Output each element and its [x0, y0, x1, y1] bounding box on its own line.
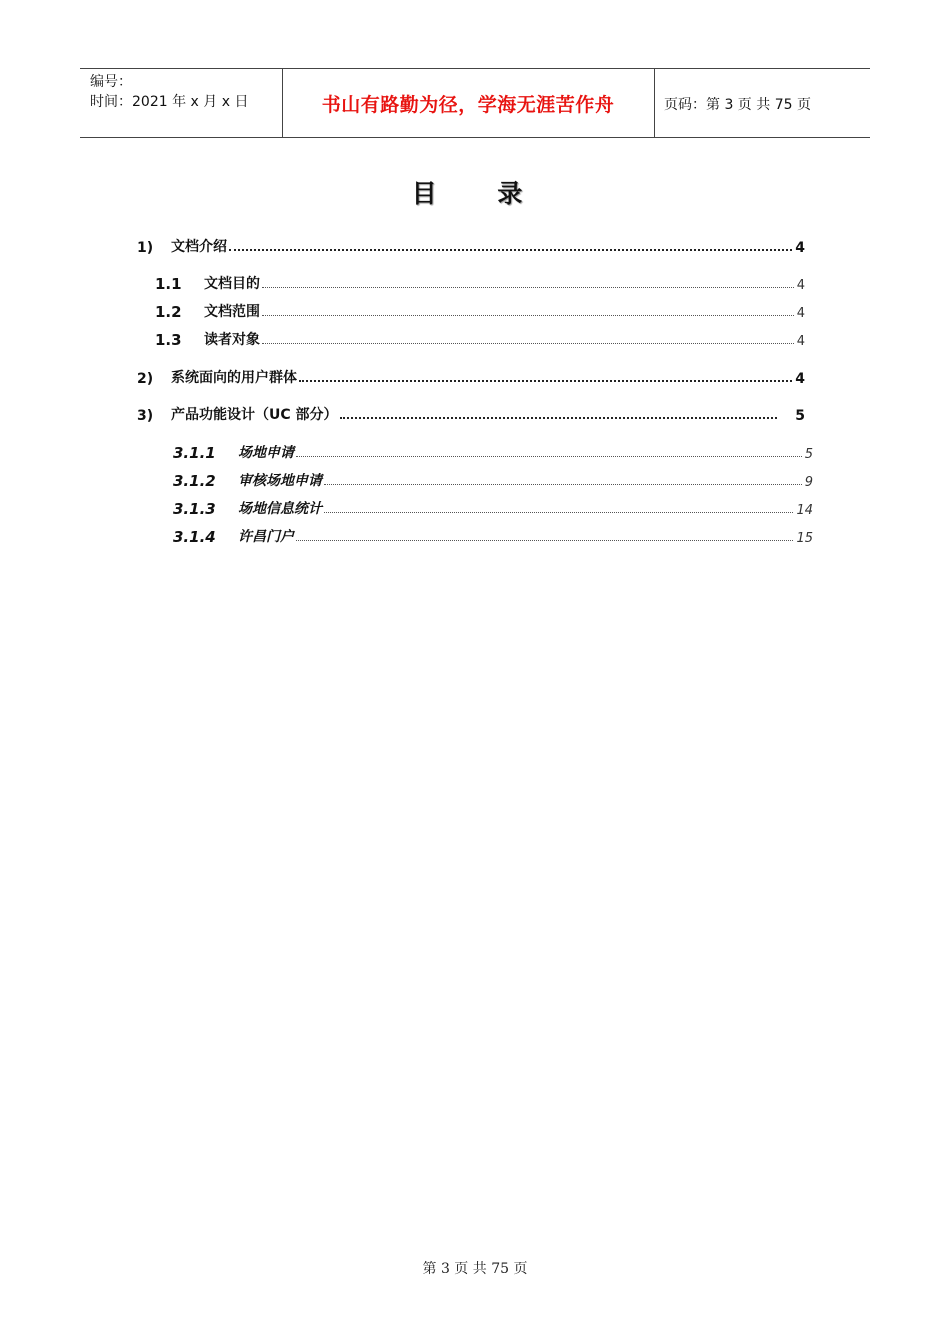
- toc-entry-number: 3): [137, 408, 154, 424]
- toc-entry[interactable]: [155, 297, 805, 321]
- toc-entry[interactable]: [155, 325, 805, 349]
- toc-leader-dots: [262, 343, 794, 344]
- toc-entry-text: 读者对象: [204, 332, 260, 348]
- toc-entry-text: 文档范围: [204, 304, 260, 320]
- header-page-cell: [654, 69, 870, 137]
- toc-leader-dots: [340, 417, 778, 419]
- toc-entry-text: 场地申请: [238, 445, 294, 461]
- toc-entry-page: 4: [796, 306, 805, 321]
- document-date-label: 时间：2021 年 x 月 x 日: [90, 94, 249, 110]
- toc-entry-text: 审核场地申请: [238, 473, 322, 489]
- toc-entry-number: 1.2: [155, 303, 182, 321]
- toc-entry-page: 14: [796, 503, 813, 518]
- toc-entry[interactable]: [137, 232, 805, 256]
- toc-entry-number: 3.1.4: [173, 528, 216, 546]
- toc-leader-dots: [296, 540, 793, 541]
- toc-entry-page: 5: [795, 408, 805, 424]
- toc-entry[interactable]: [155, 269, 805, 293]
- toc-entry-page: 15: [796, 531, 813, 546]
- toc-entry[interactable]: [173, 466, 813, 490]
- toc-leader-dots: [296, 456, 802, 457]
- toc-entry[interactable]: [173, 494, 813, 518]
- document-number-label: 编号：: [90, 74, 132, 90]
- toc-entry-page: 4: [795, 371, 805, 387]
- toc-leader-dots: [262, 315, 794, 316]
- toc-entry[interactable]: [173, 438, 813, 462]
- toc-entry-text: 场地信息统计: [238, 501, 322, 517]
- toc-entry-text: 产品功能设计（UC 部分）: [171, 407, 338, 423]
- toc-leader-dots: [229, 249, 792, 251]
- toc-entry-page: 9: [804, 475, 813, 490]
- toc-entry-number: 3.1.2: [173, 472, 216, 490]
- toc-leader-dots: [324, 512, 793, 513]
- toc-title: 目 录: [411, 179, 549, 208]
- toc-leader-dots: [262, 287, 794, 288]
- toc-entry-number: 3.1.1: [173, 444, 216, 462]
- header-motto: 书山有路勤为径，学海无涯苦作舟: [321, 94, 615, 116]
- toc-entry-number: 3.1.3: [173, 500, 216, 518]
- page-footer: 第 3 页 共 75 页: [422, 1261, 528, 1277]
- toc-entry-page: 5: [804, 447, 813, 462]
- page-header: [80, 68, 870, 138]
- toc-entry-text: 系统面向的用户群体: [171, 370, 297, 386]
- toc-entry-number: 1.1: [155, 275, 182, 293]
- toc-entry-page: 4: [796, 334, 805, 349]
- toc-entry-page: 4: [795, 240, 805, 256]
- header-page-info: 页码：第 3 页 共 75 页: [664, 97, 811, 113]
- header-meta-cell: [80, 69, 283, 137]
- toc-entry-page: 4: [796, 278, 805, 293]
- toc-entry-text: 文档介绍: [171, 239, 227, 255]
- toc-entry[interactable]: [137, 400, 805, 424]
- toc-entry-text: 文档目的: [204, 276, 260, 292]
- toc-entry-text: 许昌门户: [238, 529, 294, 545]
- toc-entry[interactable]: [137, 363, 805, 387]
- header-motto-cell: [282, 69, 655, 137]
- toc-leader-dots: [299, 380, 792, 382]
- toc-entry-number: 1.3: [155, 331, 182, 349]
- toc-entry-number: 2): [137, 371, 154, 387]
- toc-entry[interactable]: [173, 522, 813, 546]
- toc-entry-number: 1): [137, 240, 154, 256]
- toc-leader-dots: [324, 484, 802, 485]
